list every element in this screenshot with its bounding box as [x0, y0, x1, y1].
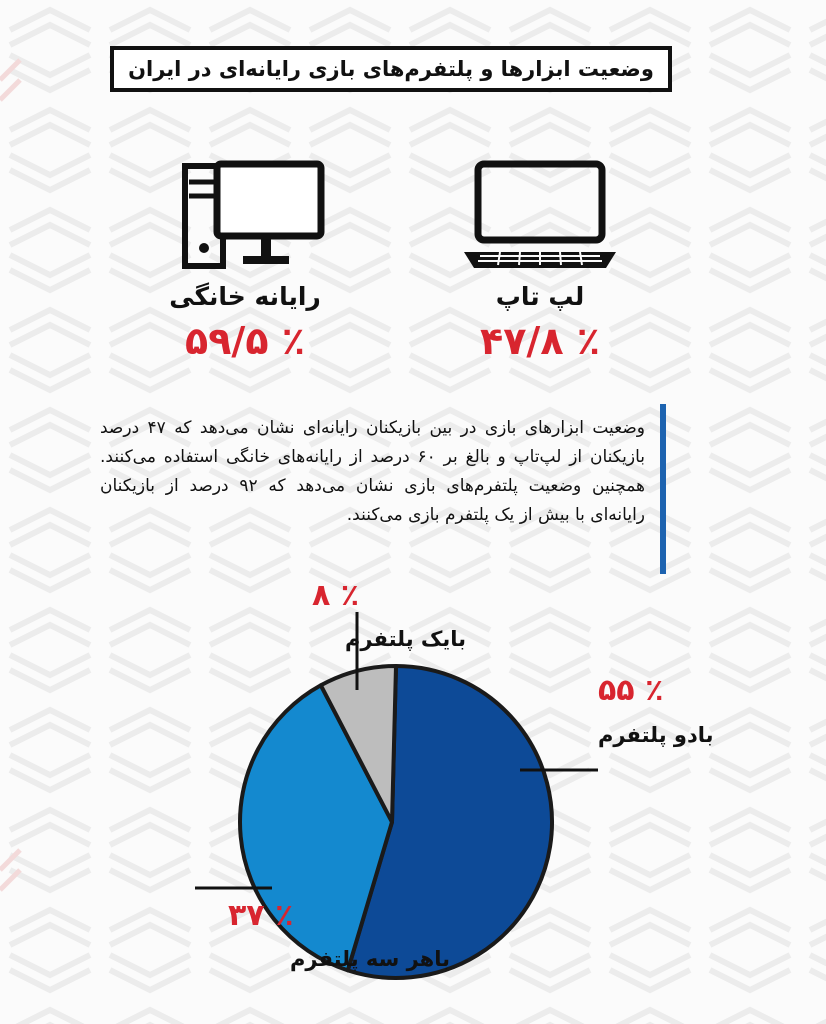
laptop-icon: [460, 160, 620, 270]
desktop-percentage: ٪ ۵۹/۵: [185, 319, 305, 363]
laptop-label: لپ تاپ: [495, 282, 585, 311]
slice-percentage-two-platforms: ٪ ۵۵: [598, 673, 664, 708]
slice-label-one-platform: بایک پلتفرم: [345, 627, 467, 651]
paragraph-accent-bar: [660, 404, 666, 574]
page-title: وضعیت ابزارها و پلتفرم‌های بازی رایانه‌ای در ایران: [110, 46, 672, 92]
platform-pie-chart: [0, 580, 826, 1020]
desktop-label: رایانه خانگی: [169, 282, 321, 311]
desktop-computer-icon: [165, 160, 325, 270]
slice-percentage-one-platform: ٪ ۸: [312, 580, 360, 613]
slice-label-three-platforms: باهر سه پلتفرم: [290, 947, 451, 971]
slice-percentage-three-platforms: ٪ ۳۷: [228, 898, 294, 933]
description-paragraph: وضعیت ابزارهای بازی در بین بازیکنان رایانه‌ای نشان می‌دهد که ۴۷ درصد بازیکنان از لپ‌تاپ و بالغ بر ۶۰ درصد از رایانه‌های خانگی استفاده می‌کنند. همچنین وضعیت پلتفرم‌های بازی نشان می‌دهد که ۹۲ درصد از بازیکنان رایانه‌ای با بیش از یک پلتفرم بازی می‌کنند.: [100, 418, 646, 525]
desktop-stat: [155, 160, 335, 363]
laptop-percentage: ٪ ۴۷/۸: [480, 319, 600, 363]
slice-label-two-platforms: بادو پلتفرم: [598, 723, 714, 747]
laptop-stat: [440, 160, 640, 363]
